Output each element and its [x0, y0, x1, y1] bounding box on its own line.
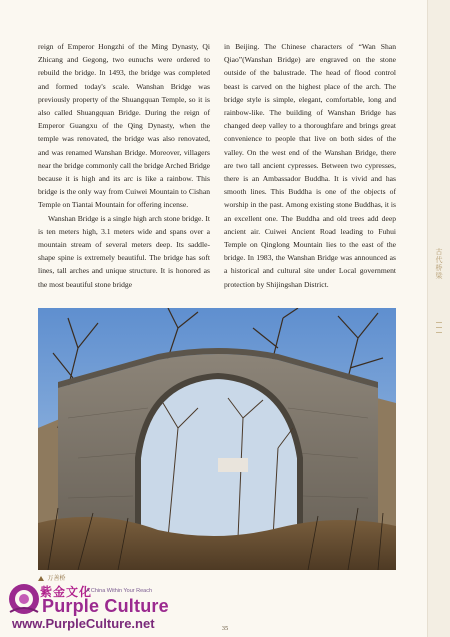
right-paragraph-1: in Beijing. The Chinese characters of “Wan Shan Qiao”(Wanshan Bridge) are engraved on the stone outside of the balustrade. The head of flood control beast is carved on the highest place of the arch. The bridge style is simple, elegant, comfortable, long and rainbow-like. The building of Wanshan Bridge has changed deep valley to a thoroughfare and brings great convenience to people that live on both sides of the valley. On the west end of the Wanshan Bridge, there are two tall ancient cypresses. Between two cypresses, there is an Ambassador Buddha. It is vivid and has smooth lines. This Buddha is one of the objects of worship in the past. Among existing stone Buddhas, it is an excellent one. The Buddha and old trees add deep ancient air. Cuiwei Ancient Road leading to Fuhui Temple on Qinglong Mountain lies to the east of the bridge. In 1983, the Wanshan Bridge was announced as a historical and cultural site under Local government protection by Shijingshan District.: [224, 42, 396, 289]
purple-culture-logo-icon: [6, 582, 42, 616]
watermark-chinese-name: 紫金文化: [40, 585, 93, 599]
text-column-right: [224, 40, 396, 291]
watermark-brand-name: Purple Culture: [42, 596, 169, 616]
photo-caption-text: 万善桥: [47, 576, 66, 582]
watermark-tagline: A China Within Your Reach: [86, 588, 153, 594]
watermark-url: www.PurpleCulture.net: [12, 616, 155, 631]
side-chapter-label: 古代桥梁: [435, 248, 443, 281]
left-paragraph-1: reign of Emperor Hongzhi of the Ming Dynasty, Qi Zhicang and Gegong, two eunuchs were ordered to rebuild the bridge. In 1493, the bridge was completed and formed today's scale. Wanshan Bridge was previously property of the Shuangquan Temple, so it is also called Shuangquan Bridge. During the reign of Emperor Guangxu of the Qing Dynasty, when the temple was renovated, the bridge was also renovated, and was renamed Wanshan Bridge. Moreover, villagers near the bridge commonly call the bridge Arched Bridge because it is high and its arc is like a rainbow. This bridge is the only way from Cuiwei Mountain to Cishan Temple on Tiantai Mountain for offering incense.: [38, 42, 210, 210]
side-decoration: [434, 318, 444, 348]
page-number: 35: [221, 625, 229, 632]
photo-caption: [38, 573, 66, 582]
bridge-photo: [38, 308, 396, 570]
left-paragraph-2: Wanshan Bridge is a single high arch stone bridge. It is ten meters high, 3.1 meters wide and spans over a mountain stream of several meters deep. Its saddle-shape spine is extremely beautiful. The bridge has soft lines, tall arches and unique structure. It is honored as the most beautiful stone bridge: [38, 213, 210, 289]
caption-triangle-icon: [38, 576, 44, 581]
text-column-left: [38, 40, 210, 291]
photo-bridge-icon: [38, 308, 396, 570]
